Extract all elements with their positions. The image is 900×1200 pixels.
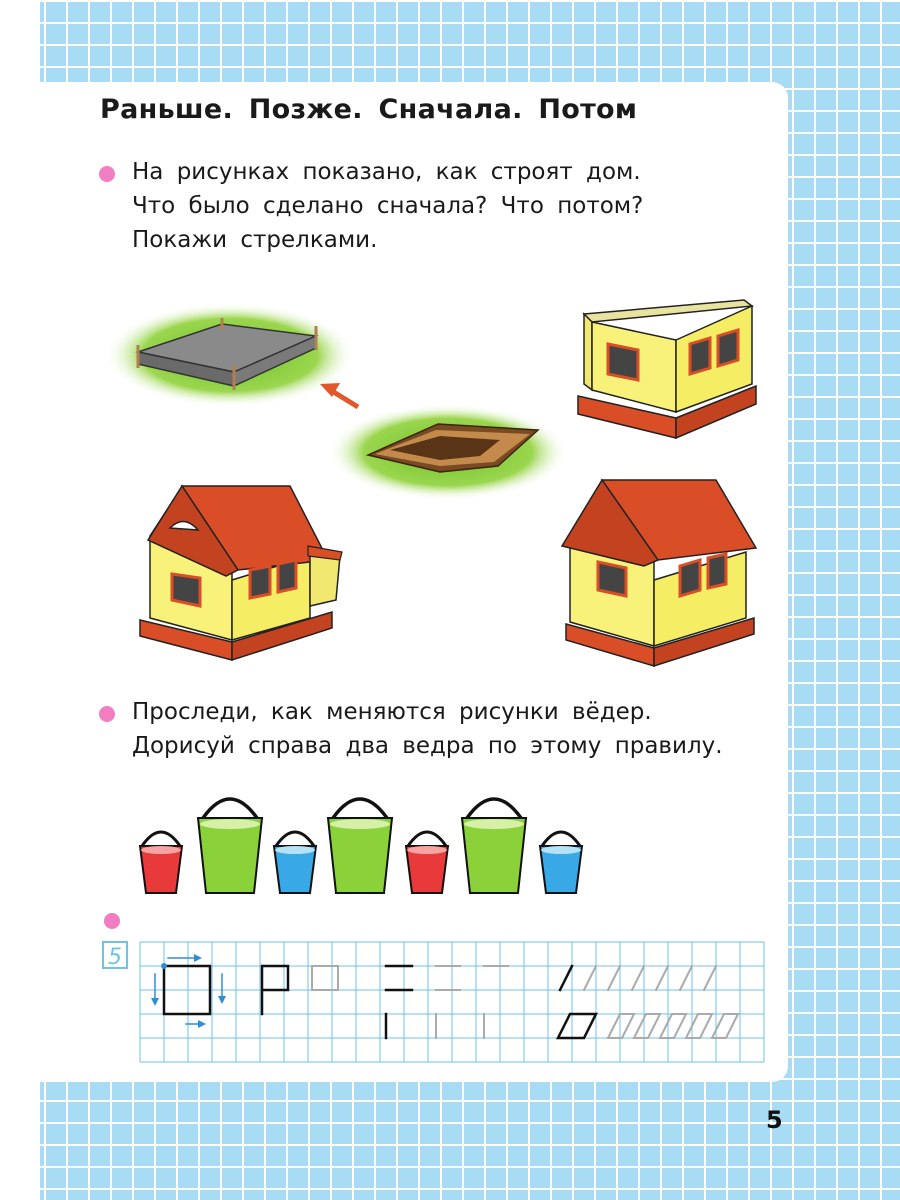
page-number: 5 xyxy=(766,1106,783,1134)
bucket-icon xyxy=(198,799,262,893)
task3-badge xyxy=(103,942,127,970)
task3-number: 5 xyxy=(108,945,122,970)
house-icon xyxy=(562,480,756,666)
arrow-icon xyxy=(320,383,358,407)
bucket-row xyxy=(140,799,582,893)
bucket-icon xyxy=(406,832,448,893)
task2-line-1: Проследи, как меняются рисунки вёдер. xyxy=(132,699,652,725)
bucket-icon xyxy=(328,799,392,893)
box-house-icon xyxy=(578,300,756,438)
copy-grid[interactable] xyxy=(140,942,764,1062)
pit-icon xyxy=(328,404,568,500)
page-title: Раньше. Позже. Сначала. Потом xyxy=(100,94,638,125)
task1-line-3: Покажи стрелками. xyxy=(132,227,378,253)
bucket-icon xyxy=(540,832,582,893)
house-with-porch-icon xyxy=(140,486,342,660)
bucket-icon xyxy=(274,832,316,893)
task1-line-2: Что было сделано сначала? Что потом? xyxy=(132,193,644,219)
foundation-icon xyxy=(105,303,355,407)
bucket-icon xyxy=(462,799,526,893)
bucket-icon xyxy=(140,832,182,893)
task1-line-1: На рисунках показано, как строят дом. xyxy=(132,159,641,185)
task2-line-2: Дорисуй справа два ведра по этому правилу. xyxy=(132,733,723,759)
